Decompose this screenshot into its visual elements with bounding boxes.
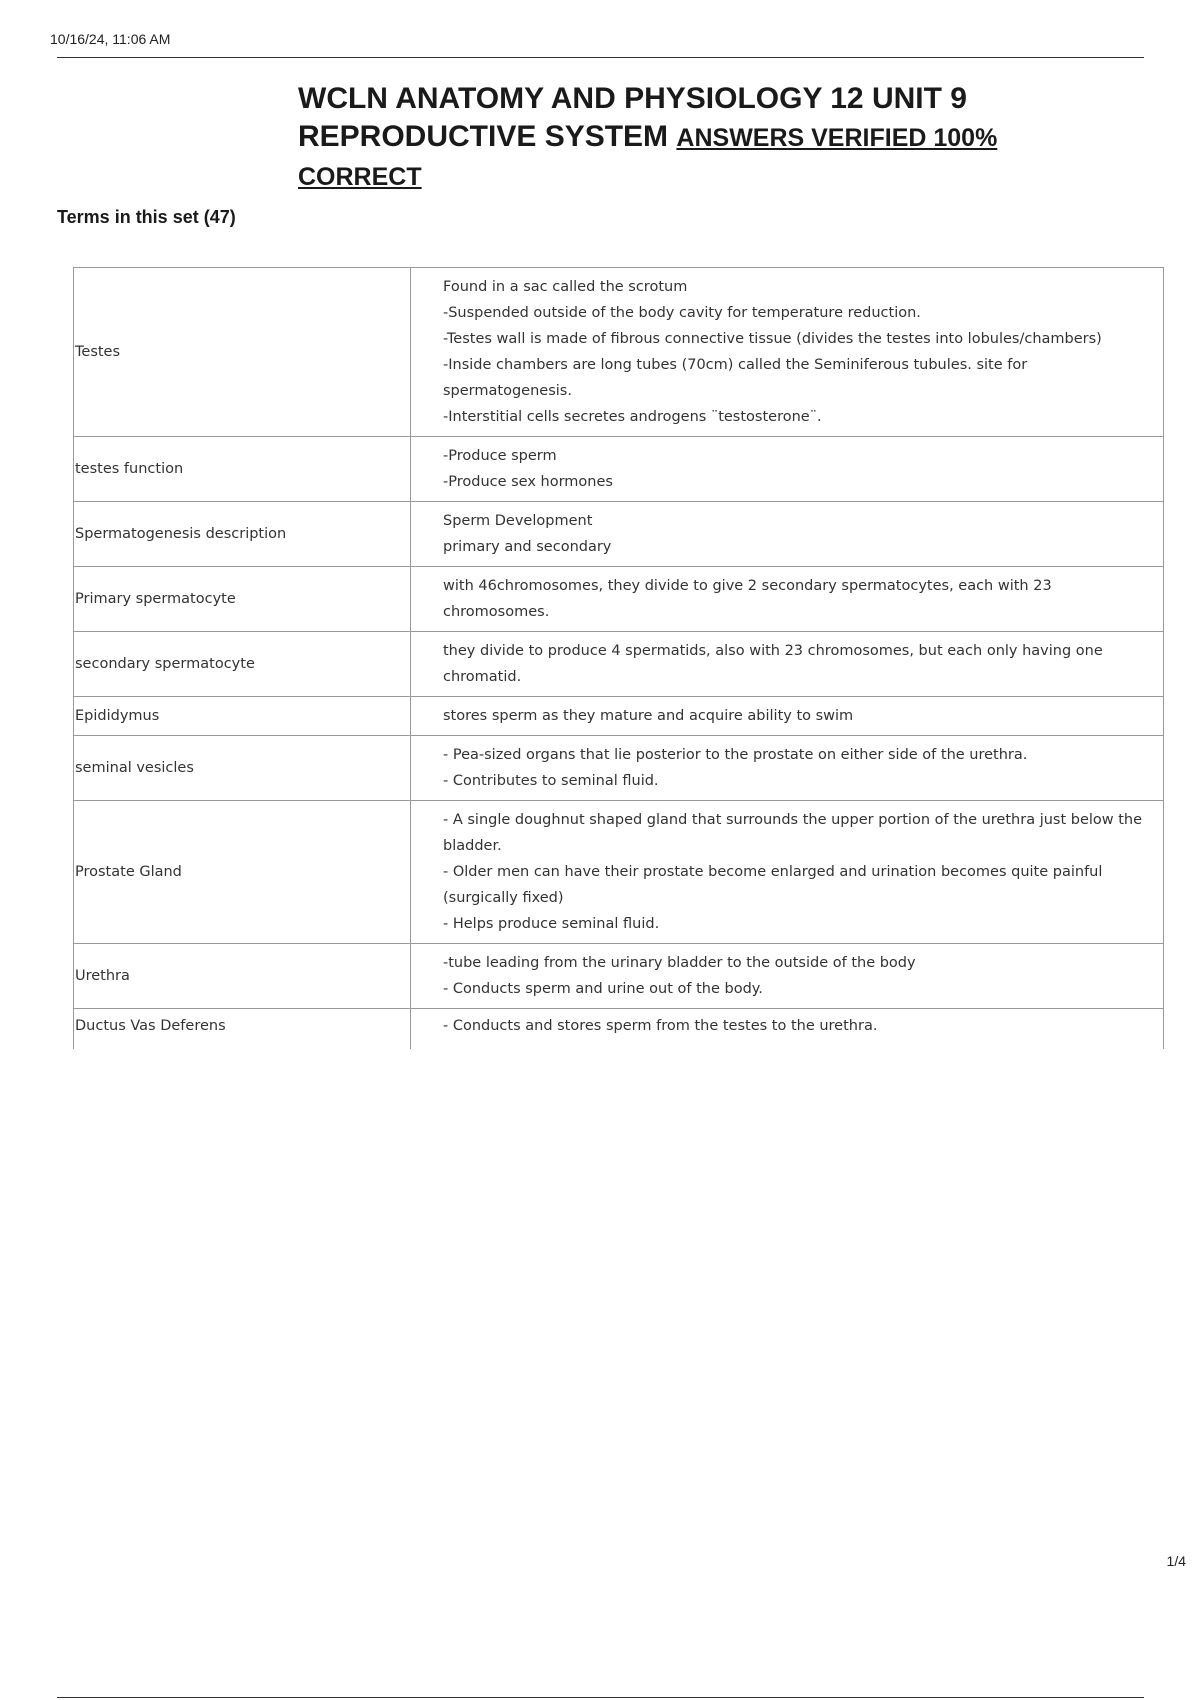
term-cell: Ductus Vas Deferens [74, 1009, 411, 1050]
term-cell: Primary spermatocyte [74, 567, 411, 632]
page-title [298, 80, 1118, 196]
term-cell: Urethra [74, 944, 411, 1009]
term-cell: Epididymus [74, 697, 411, 736]
term-row [74, 567, 1164, 632]
term-row [74, 502, 1164, 567]
terms-count-label: Terms in this set (47) [57, 207, 236, 227]
definition-cell: stores sperm as they mature and acquire ability to swim [411, 697, 1164, 736]
term-cell: Spermatogenesis description [74, 502, 411, 567]
term-row [74, 1009, 1164, 1050]
page-number: 1/4 [1166, 1553, 1186, 1569]
term-row [74, 697, 1164, 736]
terms-table [73, 267, 1164, 1049]
definition-cell: - A single doughnut shaped gland that surrounds the upper portion of the urethra just below the bladder. - Older men can have their prostate become enlarged and urination becomes quite painful (surgically fixed) - Helps produce seminal fluid. [411, 801, 1164, 944]
definition-cell: - Pea-sized organs that lie posterior to the prostate on either side of the urethra. - Contributes to seminal fluid. [411, 736, 1164, 801]
footer-divider [57, 1697, 1144, 1698]
term-cell: Testes [74, 268, 411, 437]
term-row [74, 632, 1164, 697]
terms-table-body [74, 268, 1164, 1050]
term-row [74, 268, 1164, 437]
definition-cell: -tube leading from the urinary bladder to the outside of the body - Conducts sperm and urine out of the body. [411, 944, 1164, 1009]
term-row [74, 801, 1164, 944]
term-cell: secondary spermatocyte [74, 632, 411, 697]
definition-cell: they divide to produce 4 spermatids, also with 23 chromosomes, but each only having one chromatid. [411, 632, 1164, 697]
print-timestamp: 10/16/24, 11:06 AM [50, 31, 171, 47]
term-cell: Prostate Gland [74, 801, 411, 944]
title-verified-label: ANSWERS VERIFIED 100% CORRECT [298, 124, 998, 191]
term-row [74, 736, 1164, 801]
definition-cell: Found in a sac called the scrotum -Suspended outside of the body cavity for temperature reduction. -Testes wall is made of fibrous connective tissue (divides the testes into lobules/chambers) -Inside chambers are long tubes (70cm) called the Seminiferous tubules. site for spermatogenesis. -Interstitial cells secretes androgens ¨testosterone¨. [411, 268, 1164, 437]
term-cell: testes function [74, 437, 411, 502]
term-row [74, 437, 1164, 502]
term-row [74, 944, 1164, 1009]
term-cell: seminal vesicles [74, 736, 411, 801]
header-divider [57, 57, 1144, 58]
title-main: WCLN ANATOMY AND PHYSIOLOGY 12 UNIT 9 REPRODUCTIVE SYSTEM [298, 82, 967, 153]
definition-cell: - Conducts and stores sperm from the testes to the urethra. [411, 1009, 1164, 1050]
definition-cell: with 46chromosomes, they divide to give 2 secondary spermatocytes, each with 23 chromosomes. [411, 567, 1164, 632]
definition-cell: Sperm Development primary and secondary [411, 502, 1164, 567]
definition-cell: -Produce sperm -Produce sex hormones [411, 437, 1164, 502]
